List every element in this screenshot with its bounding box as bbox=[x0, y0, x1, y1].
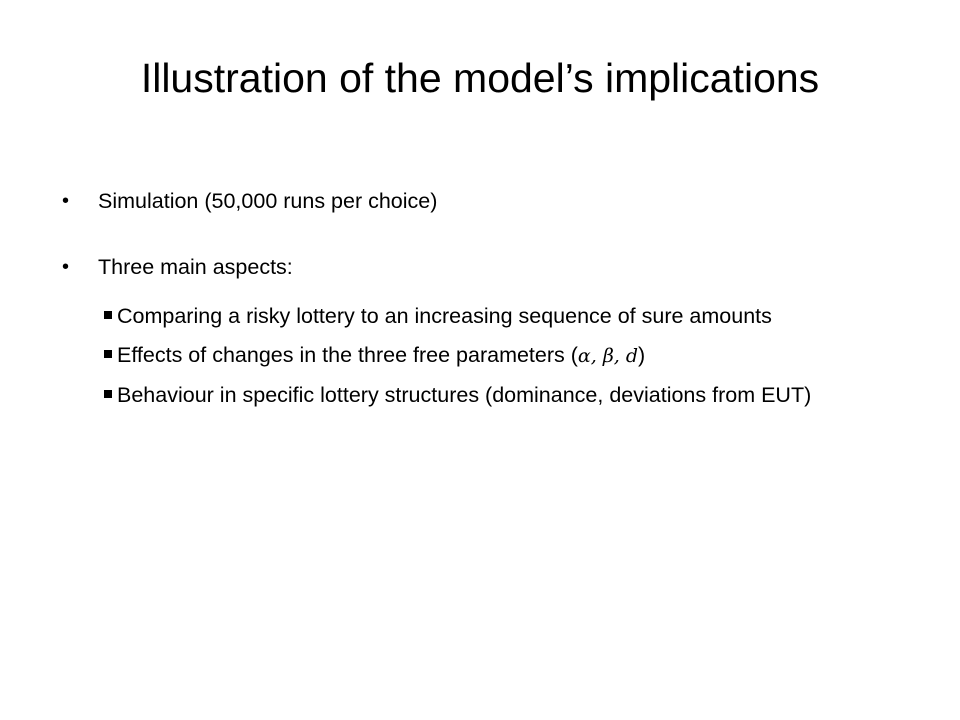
slide-title: Illustration of the model’s implications bbox=[140, 55, 820, 101]
square-bullet-icon bbox=[104, 350, 112, 358]
sub-bullet-list bbox=[104, 302, 922, 410]
bullet-simulation bbox=[62, 186, 922, 216]
parameter-symbols: α, β, d bbox=[577, 345, 639, 367]
sub-bullet-effects bbox=[104, 341, 922, 371]
square-bullet-icon bbox=[104, 390, 112, 398]
sub-bullet-text: Comparing a risky lottery to an increasing sequence of sure amounts bbox=[117, 304, 772, 328]
slide-content bbox=[62, 186, 922, 420]
sub-bullet-text-end: ) bbox=[638, 343, 646, 367]
sub-bullet-text: Effects of changes in the three free parameters ( bbox=[117, 343, 578, 367]
bullet-dot-icon: • bbox=[62, 190, 70, 212]
square-bullet-icon bbox=[104, 311, 112, 319]
bullet-text: Three main aspects: bbox=[98, 255, 293, 279]
sub-bullet-text: Behaviour in specific lottery structures (dominance, deviations from EUT) bbox=[117, 383, 812, 407]
sub-bullet-comparing bbox=[104, 302, 922, 331]
bullet-text: Simulation (50,000 runs per choice) bbox=[98, 189, 438, 213]
sub-bullet-behaviour bbox=[104, 381, 922, 410]
bullet-dot-icon: • bbox=[62, 256, 70, 278]
bullet-three-aspects bbox=[62, 252, 922, 282]
